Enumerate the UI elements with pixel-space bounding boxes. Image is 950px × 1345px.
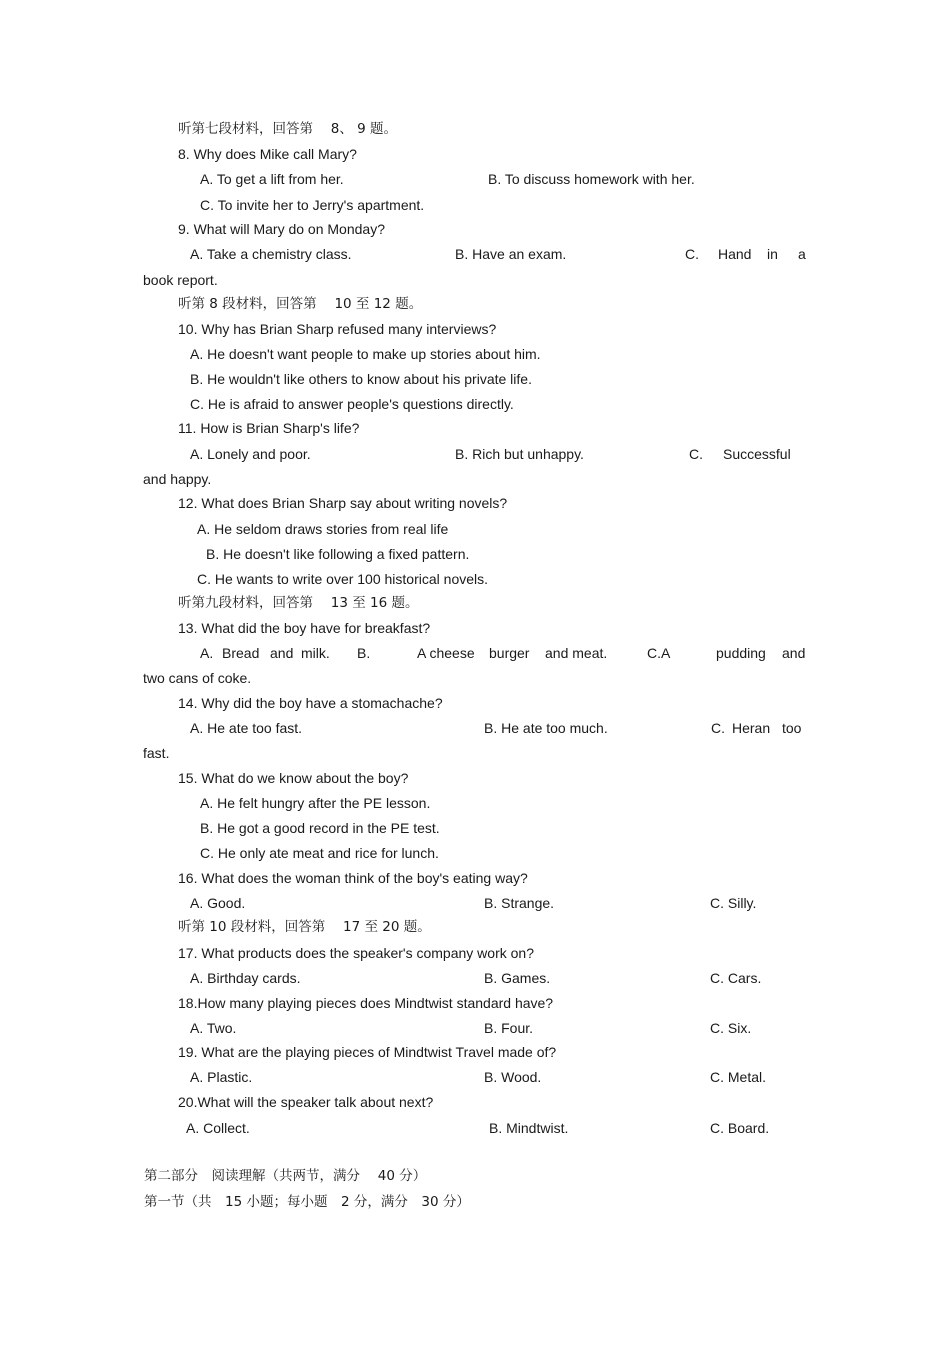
q15-option-a: A. He felt hungry after the PE lesson. — [200, 795, 431, 811]
q16-option-c: C. Silly. — [710, 895, 757, 911]
q10-option-a: A. He doesn't want people to make up stories about him. — [190, 346, 541, 362]
q12-option-c: C. He wants to write over 100 historical novels. — [197, 571, 489, 587]
q20-option-c: C. Board. — [710, 1120, 770, 1136]
q14-option-c-word: too — [782, 720, 802, 736]
q11-option-b: B. Rich but unhappy. — [455, 446, 584, 462]
question-8: 8. Why does Mike call Mary? — [178, 146, 357, 162]
q17-option-b: B. Games. — [484, 970, 551, 986]
question-13: 13. What did the boy have for breakfast? — [178, 620, 431, 636]
question-11: 11. How is Brian Sharp's life? — [178, 420, 360, 436]
q18-option-b: B. Four. — [484, 1020, 534, 1036]
q13-option-a-word: and — [270, 645, 294, 661]
section-heading-8: 听第 8 段材料，回答第 10 至 12 题。 — [178, 296, 423, 312]
q20-option-a: A. Collect. — [186, 1120, 250, 1136]
q9-option-c-label: C. — [685, 246, 699, 262]
q19-option-c: C. Metal. — [710, 1069, 767, 1085]
q14-option-a: A. He ate too fast. — [190, 720, 303, 736]
question-17: 17. What products does the speaker's company work on? — [178, 945, 534, 961]
part2-section1-heading: 第一节（共 15 小题；每小题 2 分，满分 30 分） — [144, 1194, 470, 1210]
q11-option-c-label: C. — [689, 446, 703, 462]
q17-option-c: C. Cars. — [710, 970, 762, 986]
q8-option-a: A. To get a lift from her. — [200, 171, 344, 187]
q9-option-c-word: Hand — [718, 246, 752, 262]
q9-option-c-continued: book report. — [143, 272, 218, 288]
question-16: 16. What does the woman think of the boy's eating way? — [178, 870, 528, 886]
q14-option-c-label: C. — [711, 720, 725, 736]
q14-option-c-word: Heran — [732, 720, 771, 736]
q13-option-b-word: burger — [489, 645, 530, 661]
q17-option-a: A. Birthday cards. — [190, 970, 301, 986]
q12-option-a: A. He seldom draws stories from real life — [197, 521, 449, 537]
q15-option-c: C. He only ate meat and rice for lunch. — [200, 845, 439, 861]
q13-option-a-word: milk. — [301, 645, 330, 661]
question-12: 12. What does Brian Sharp say about writing novels? — [178, 495, 508, 511]
q18-option-c: C. Six. — [710, 1020, 752, 1036]
q9-option-c-word: a — [798, 246, 806, 262]
q19-option-b: B. Wood. — [484, 1069, 542, 1085]
section-heading-7: 听第七段材料，回答第 8、 9 题。 — [178, 121, 398, 137]
q8-option-c: C. To invite her to Jerry's apartment. — [200, 197, 425, 213]
q11-option-c-continued: and happy. — [143, 471, 212, 487]
q10-option-c: C. He is afraid to answer people's questions directly. — [190, 396, 514, 412]
q11-option-c-word: Successful — [723, 446, 791, 462]
q19-option-a: A. Plastic. — [190, 1069, 253, 1085]
question-10: 10. Why has Brian Sharp refused many interviews? — [178, 321, 497, 337]
q8-option-b: B. To discuss homework with her. — [488, 171, 695, 187]
question-14: 14. Why did the boy have a stomachache? — [178, 695, 443, 711]
q15-option-b: B. He got a good record in the PE test. — [200, 820, 440, 836]
q13-option-c-word: and — [782, 645, 806, 661]
question-20: 20.What will the speaker talk about next? — [178, 1094, 434, 1110]
q9-option-c-word: in — [767, 246, 778, 262]
q13-option-a-word: Bread — [222, 645, 260, 661]
q20-option-b: B. Mindtwist. — [489, 1120, 569, 1136]
q10-option-b: B. He wouldn't like others to know about his private life. — [190, 371, 532, 387]
q9-option-b: B. Have an exam. — [455, 246, 567, 262]
q16-option-b: B. Strange. — [484, 895, 555, 911]
q13-option-c-word: pudding — [716, 645, 766, 661]
q14-option-c-continued: fast. — [143, 745, 170, 761]
q16-option-a: A. Good. — [190, 895, 246, 911]
q9-option-a: A. Take a chemistry class. — [190, 246, 352, 262]
question-15: 15. What do we know about the boy? — [178, 770, 409, 786]
q13-option-c-label: C.A — [647, 645, 671, 661]
q18-option-a: A. Two. — [190, 1020, 237, 1036]
q13-option-c-continued: two cans of coke. — [143, 670, 252, 686]
q13-option-b-label: B. — [357, 645, 371, 661]
q13-option-b-word: A cheese — [417, 645, 475, 661]
question-19: 19. What are the playing pieces of Mindtwist Travel made of? — [178, 1044, 557, 1060]
question-9: 9. What will Mary do on Monday? — [178, 221, 385, 237]
section-heading-10: 听第 10 段材料，回答第 17 至 20 题。 — [178, 919, 431, 935]
q12-option-b: B. He doesn't like following a fixed pattern. — [206, 546, 470, 562]
question-18: 18.How many playing pieces does Mindtwist standard have? — [178, 995, 554, 1011]
part2-heading: 第二部分 阅读理解（共两节，满分 40 分） — [144, 1168, 427, 1184]
q13-option-b-word: and meat. — [545, 645, 608, 661]
section-heading-9: 听第九段材料，回答第 13 至 16 题。 — [178, 595, 419, 611]
q11-option-a: A. Lonely and poor. — [190, 446, 311, 462]
q14-option-b: B. He ate too much. — [484, 720, 608, 736]
q13-option-a-label: A. — [200, 645, 214, 661]
